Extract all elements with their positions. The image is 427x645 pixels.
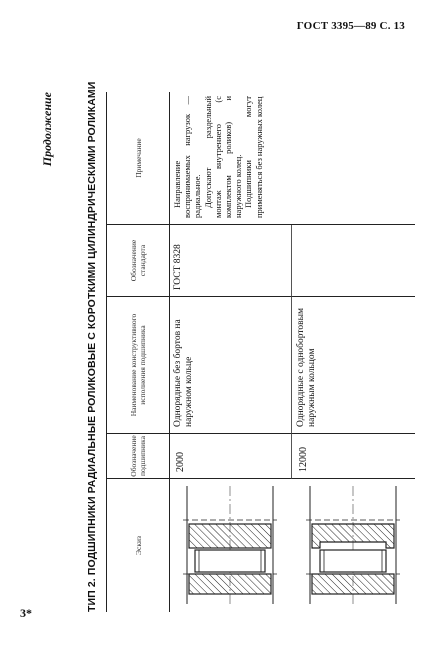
note-paragraph: Подшипники могут применяться без наружных колец xyxy=(243,96,264,218)
rotated-table-block xyxy=(40,81,414,612)
notes-cell xyxy=(169,92,292,225)
sketch-cell xyxy=(169,479,292,612)
bearing-table xyxy=(106,92,415,612)
page-header: ГОСТ 3395—89 С. 13 xyxy=(296,20,405,32)
sketch-cell xyxy=(292,479,415,612)
notes-cell xyxy=(292,92,415,225)
bearing-sketch-2000 xyxy=(175,486,285,604)
continued-label: Продолжение xyxy=(40,92,54,167)
bearing-number: 2000 xyxy=(169,434,292,479)
bearing-number: 12000 xyxy=(292,434,415,479)
design-description: Однорядные без бортов на наружном кольце xyxy=(169,297,292,434)
note-paragraph: Направление воспринимаемых нагрузок — радиальное. xyxy=(172,96,203,218)
design-description: Однорядные с однобортовым наружным кольцом xyxy=(292,297,415,434)
header-design: Наименование конструктивного исполнения подшипника xyxy=(107,297,169,434)
standard-reference xyxy=(292,225,415,297)
bearing-sketch-12000 xyxy=(298,486,408,604)
note-paragraph: Допускают раздельный монтаж внутреннего (с комплектом роликов) и наружного колец. xyxy=(202,96,244,218)
header-sketch: Эскиз xyxy=(133,536,143,555)
header-notes: Примечание xyxy=(107,92,169,225)
table-row xyxy=(169,92,292,612)
header-standard: Обозначение стандарта xyxy=(107,225,169,297)
table-row xyxy=(292,92,415,612)
standard-reference: ГОСТ 8328 xyxy=(169,225,292,297)
header-number: Обозначение подшипника xyxy=(107,434,169,479)
page-footnote: 3* xyxy=(20,606,32,620)
table-header-row xyxy=(107,92,170,612)
section-title: ТИП 2. ПОДШИПНИКИ РАДИАЛЬНЫЕ РОЛИКОВЫЕ С КОРОТКИМИ ЦИЛИНДРИЧЕСКИМИ РОЛИКАМИ xyxy=(86,81,98,612)
